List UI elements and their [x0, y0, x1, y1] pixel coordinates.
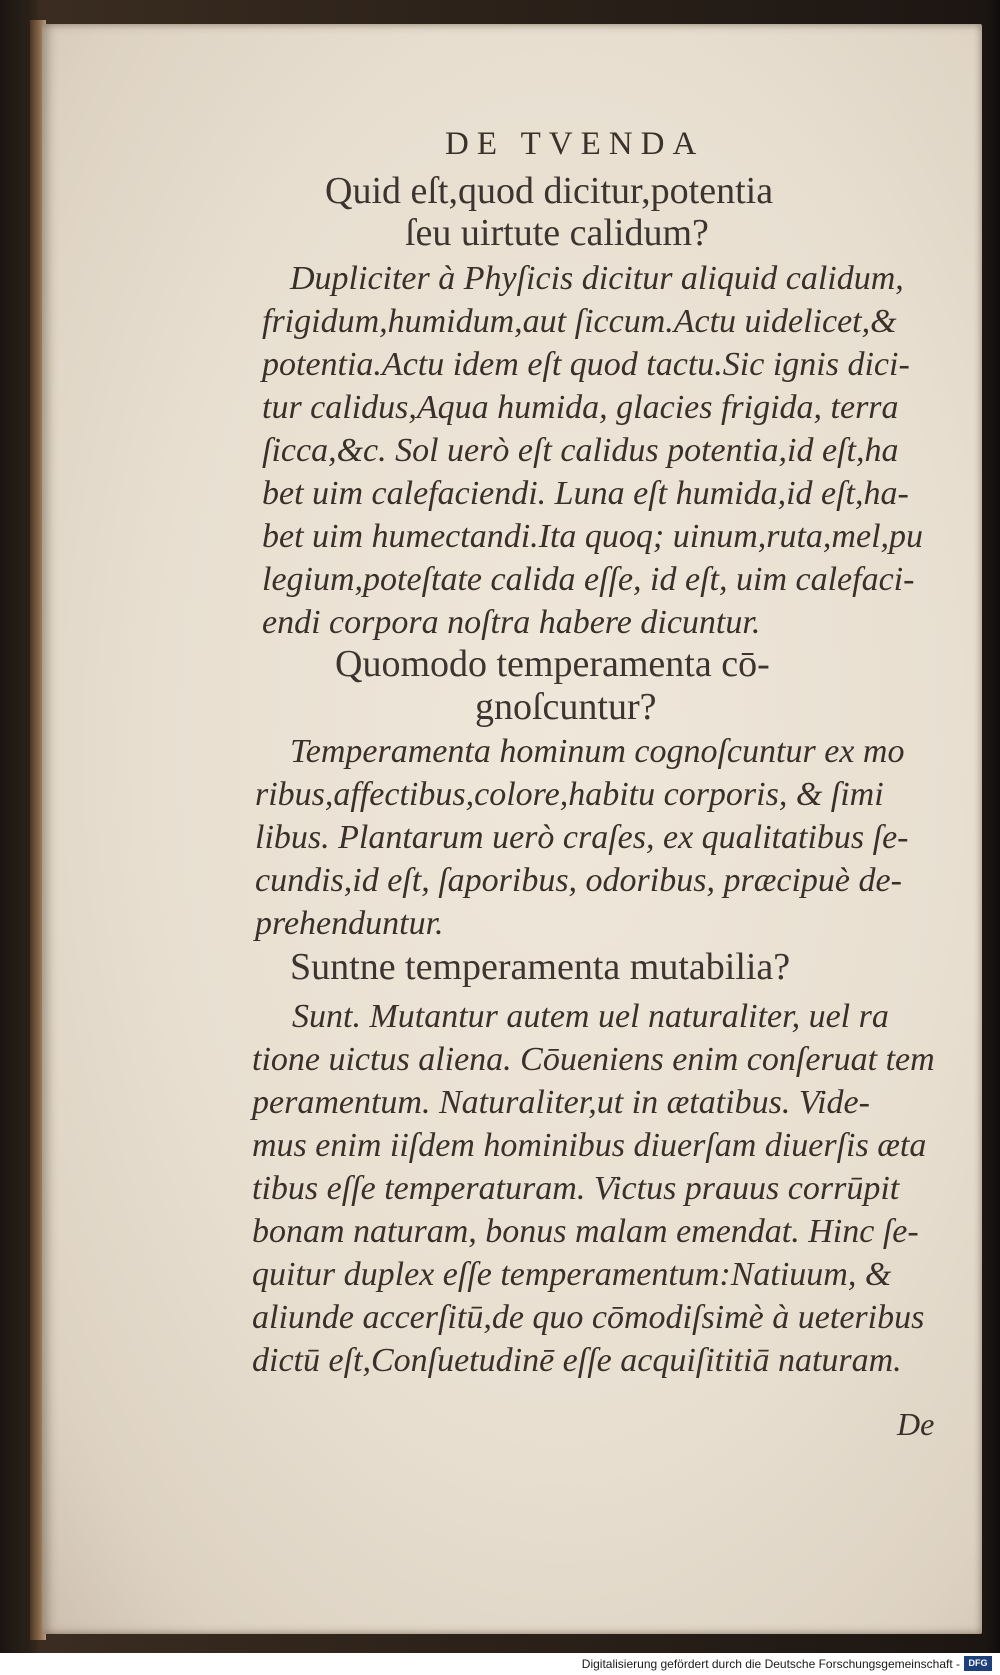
footer-credit: Digitalisierung gefördert durch die Deutsche Forschungsgemeinschaft -	[581, 1657, 960, 1671]
footer-bar	[0, 1653, 1000, 1675]
text-line: peramentum. Naturaliter,ut in ætatibus. Vide-	[252, 1084, 870, 1121]
text-line: bonam naturam, bonus malam emendat. Hinc ſe-	[252, 1213, 919, 1250]
text-line: quitur duplex eſſe temperamentum:Natiuum, &	[252, 1256, 892, 1293]
text-line: aliunde accerſitū,de quo cōmodiſsimè à ueteribus	[252, 1299, 925, 1336]
text-line: cundis,id eſt, ſaporibus, odoribus, præcipuè de-	[255, 862, 902, 899]
text-line: ribus,affectibus,colore,habitu corporis, & ſimi	[255, 776, 884, 813]
text-line: Dupliciter à Phyſicis dicitur aliquid calidum,	[290, 260, 904, 297]
text-line: potentia.Actu idem eſt quod tactu.Sic ignis dici-	[262, 346, 910, 383]
text-line: mus enim iiſdem hominibus diuerſam diuerſis æta	[252, 1127, 927, 1164]
text-line: libus. Plantarum uerò craſes, ex qualitatibus ſe-	[255, 819, 909, 856]
question-line: ſeu uirtute calidum?	[405, 212, 709, 254]
text-line: frigidum,humidum,aut ſiccum.Actu uidelicet,&	[262, 303, 897, 340]
text-line: tibus eſſe temperaturam. Victus prauus corrūpit	[252, 1170, 900, 1207]
dfg-logo: DFG	[964, 1656, 992, 1671]
text-line: endi corpora noſtra habere dicuntur.	[262, 604, 761, 641]
text-line: ſicca,&c. Sol uerò eſt calidus potentia,id eſt,ha	[262, 432, 899, 469]
text-line: bet uim humectandi.Ita quoq; uinum,ruta,mel,pu	[262, 518, 924, 555]
text-line: legium,poteſtate calida eſſe, id eſt, uim calefaci-	[262, 561, 915, 598]
text-line: prehenduntur.	[255, 905, 444, 942]
question-line: Quid eſt,quod dicitur,potentia	[325, 170, 774, 212]
running-head: DE TVENDA	[445, 126, 705, 162]
text-line: Temperamenta hominum cognoſcuntur ex mo	[290, 733, 905, 770]
question-line: Suntne temperamenta mutabilia?	[290, 946, 791, 988]
text-line: Sunt. Mutantur autem uel naturaliter, uel ra	[292, 998, 889, 1035]
text-line: bet uim calefaciendi. Luna eſt humida,id eſt,ha-	[262, 475, 909, 512]
text-line: tione uictus aliena. Cōueniens enim conſeruat tem	[252, 1041, 935, 1078]
text-line: dictū eſt,Conſuetudinē eſſe acquiſititiā naturam.	[252, 1342, 902, 1379]
question-line: Quomodo temperamenta cō-	[335, 643, 770, 685]
text-line: tur calidus,Aqua humida, glacies frigida, terra	[262, 389, 899, 426]
catchword: De	[897, 1406, 935, 1442]
question-line: gnoſcuntur?	[475, 686, 657, 728]
